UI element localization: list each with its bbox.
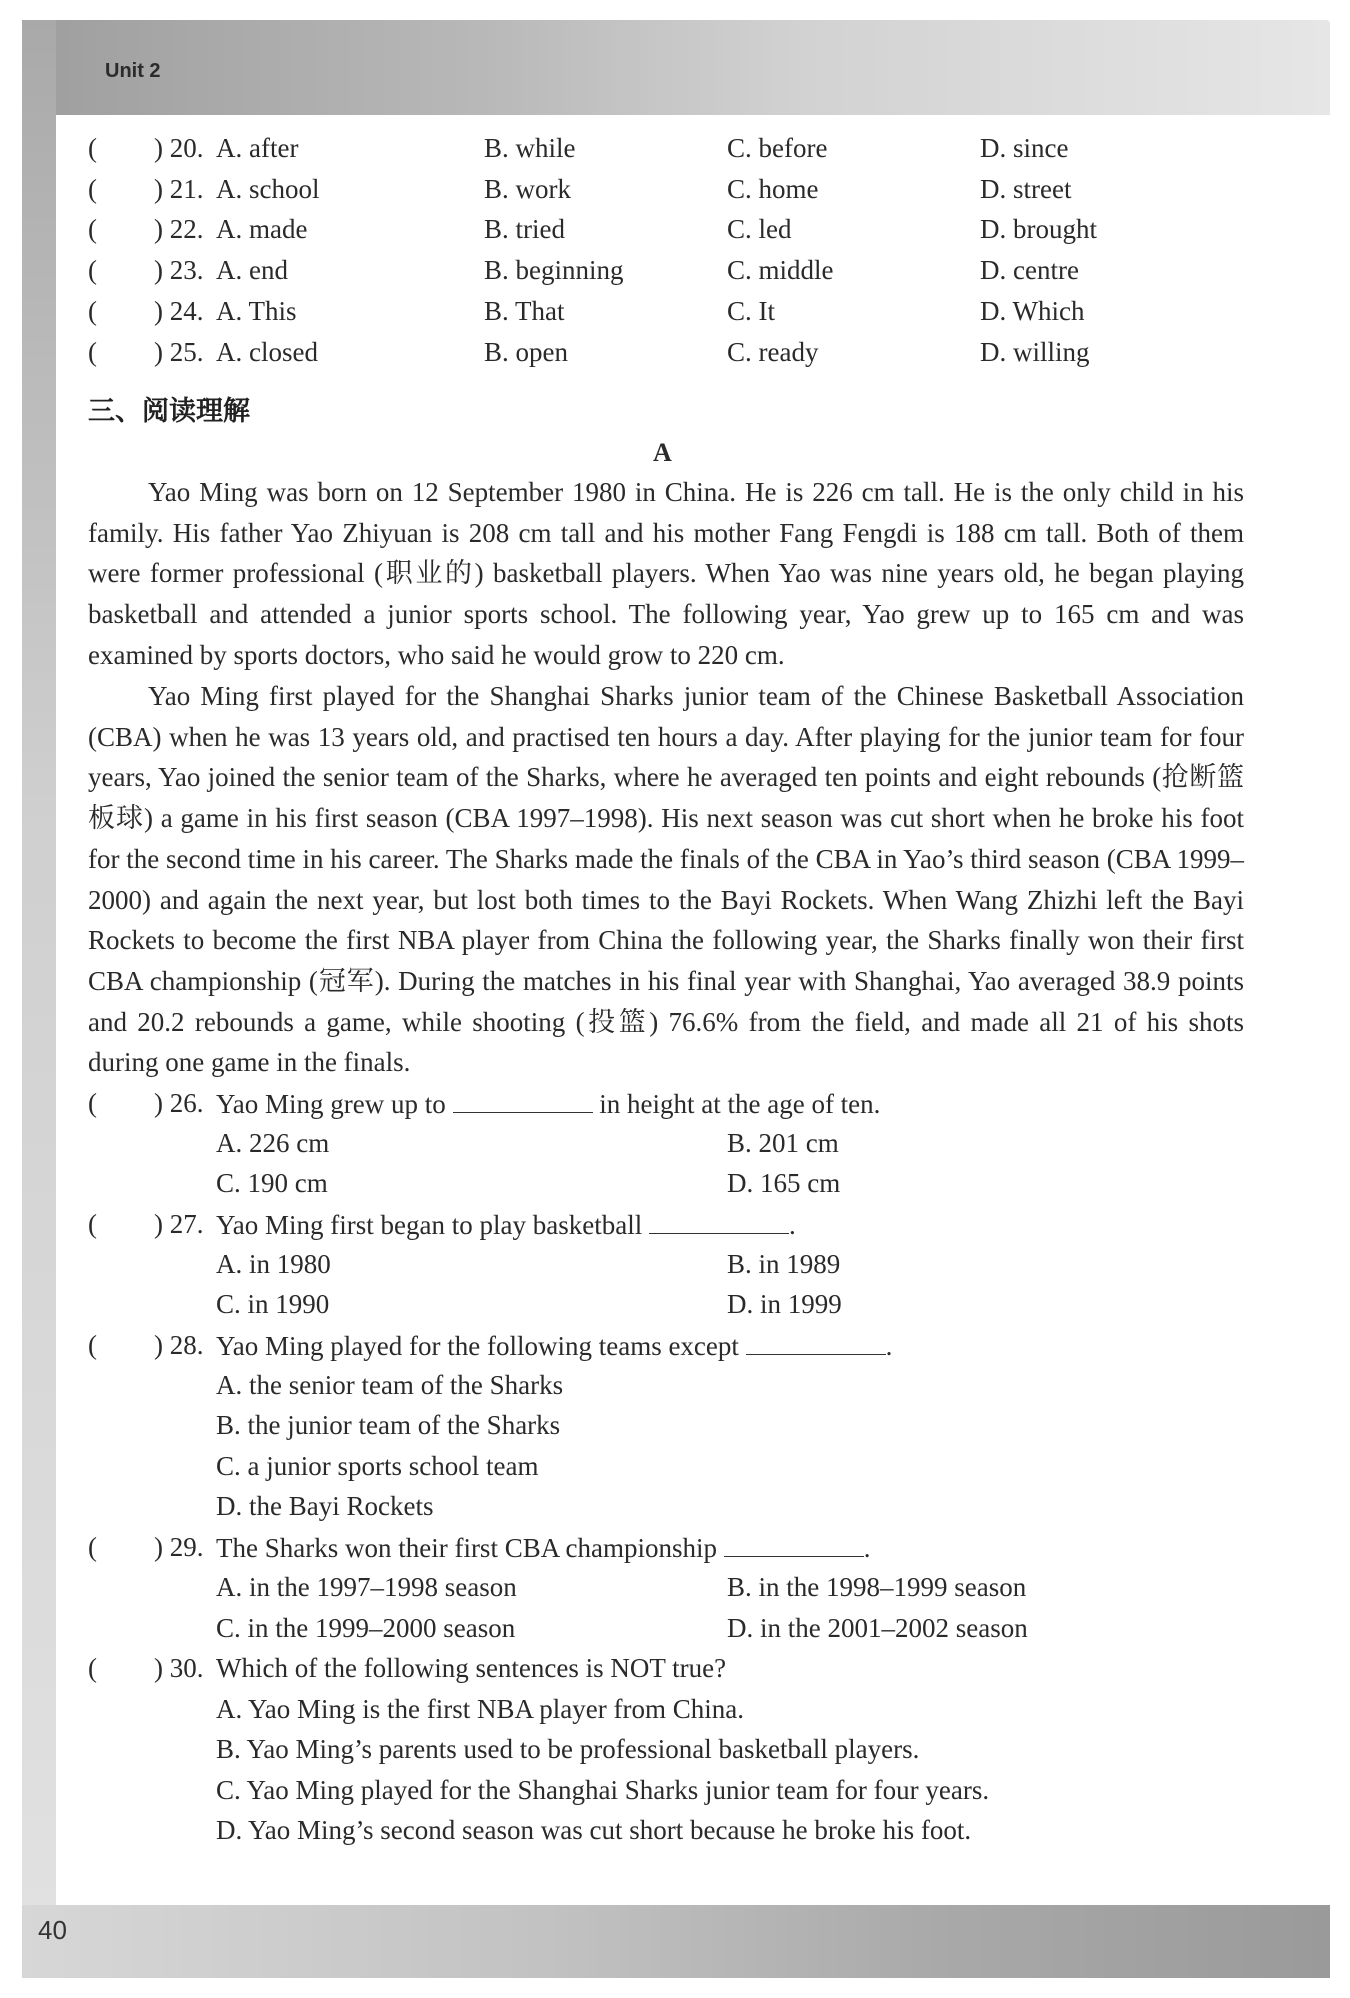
passage-paragraph-2: Yao Ming first played for the Shanghai Sharks junior team of the Chinese Basketball Association (CBA) when he was 13 years old, and practised ten hours a day. After playing for the junior team for four years, Yao joined the senior team of the Sharks, where he averaged ten points and eight rebounds (抢断篮板球) a game in his first season (CBA 1997–1998). His next season was cut short when he broke his foot for the second time in his career. The Sharks made the finals of the CBA in Yao’s third season (CBA 1999–2000) and again the next year, but lost both times to the Bayi Rockets. When Wang Zhizhi left the Bayi Rockets to become the first NBA player from China the following year, the Sharks finally won their first CBA championship (冠军). During the matches in his final year with Shanghai, Yao averaged 38.9 points and 20.2 rebounds a game, while shooting (投篮) 76.6% from the field, and made all 21 of his shots during one game in the finals. [88,681,1244,1078]
passage-label: A [653,438,672,467]
passage-paragraph-1: Yao Ming was born on 12 September 1980 in China. He is 226 cm tall. He is the only child in his family. His father Yao Zhiyuan is 208 cm tall and his mother Fang Fengdi is 188 cm tall. Both of them were former professional (职业的) basketball players. When Yao was nine years old, he began playing basketball and attended a junior sports school. The following year, Yao grew up to 165 cm and was examined by sports doctors, who said he would grow to 220 cm. [88,477,1244,670]
answer-blank [746,1328,886,1355]
answer-paren: ( [88,1330,97,1360]
stem-end: . [863,1533,871,1563]
stem-text: Yao Ming played for the following teams except [216,1331,739,1361]
question-number: ) 23. [154,255,204,285]
stem-text: Yao Ming grew up to [216,1089,446,1119]
option-c: C. middle [727,255,834,285]
answer-paren: ( [88,1532,97,1562]
option-c: C. before [727,133,828,163]
question-number: ) 24. [154,296,204,326]
option-a: A. end [216,255,288,285]
option-a: A. This [216,296,297,326]
option-b: B. in 1989 [727,1249,841,1279]
question-number: ) 25. [154,337,204,367]
option-b: B. the junior team of the Sharks [216,1410,561,1440]
footer-band [22,1905,1330,1978]
question-number: ) 20. [154,133,204,163]
question-number: ) 22. [154,214,204,244]
answer-blank [453,1086,593,1113]
question-number: ) 21. [154,174,204,204]
answer-blank [649,1207,789,1234]
option-a: A. in 1980 [216,1249,331,1279]
option-d: D. Yao Ming’s second season was cut short because he broke his foot. [216,1815,972,1845]
option-c: C. led [727,214,792,244]
question-number: ) 29. [154,1532,204,1562]
option-d: D. in the 2001–2002 season [727,1613,1028,1643]
option-b: B. Yao Ming’s parents used to be professional basketball players. [216,1734,920,1764]
question-number: ) 28. [154,1330,204,1360]
option-c: C. in the 1999–2000 season [216,1613,516,1643]
option-b: B. beginning [484,255,624,285]
option-b: B. work [484,174,571,204]
option-c: C. a junior sports school team [216,1451,539,1481]
answer-blank [724,1530,864,1557]
option-a: A. school [216,174,320,204]
option-a: A. Yao Ming is the first NBA player from China. [216,1694,744,1724]
option-d: D. centre [980,255,1079,285]
option-a: A. after [216,133,299,163]
answer-paren: ( [88,337,97,367]
answer-paren: ( [88,214,97,244]
option-c: C. in 1990 [216,1289,330,1319]
option-b: B. tried [484,214,565,244]
question-number: ) 30. [154,1653,204,1683]
answer-paren: ( [88,1088,97,1118]
option-d: D. 165 cm [727,1168,841,1198]
option-b: B. That [484,296,565,326]
option-c: C. It [727,296,776,326]
stem-text: Yao Ming first began to play basketball [216,1210,643,1240]
answer-paren: ( [88,133,97,163]
option-d: D. the Bayi Rockets [216,1491,434,1521]
stem-text: The Sharks won their first CBA championship [216,1533,717,1563]
option-a: A. in the 1997–1998 season [216,1572,517,1602]
option-c: C. 190 cm [216,1168,328,1198]
answer-paren: ( [88,296,97,326]
option-a: A. made [216,214,308,244]
option-a: A. the senior team of the Sharks [216,1370,564,1400]
left-margin-band [22,20,56,1978]
question-number: ) 26. [154,1088,204,1118]
question-27-stem [216,1207,796,1242]
page-number: 40 [38,1915,67,1945]
option-b: B. while [484,133,576,163]
option-c: C. ready [727,337,819,367]
answer-paren: ( [88,1209,97,1239]
stem-text-end: in height at the age of ten. [599,1089,881,1119]
option-c: C. Yao Ming played for the Shanghai Sharks junior team for four years. [216,1775,990,1805]
option-d: D. brought [980,214,1097,244]
question-number: ) 27. [154,1209,204,1239]
stem-end: . [788,1210,796,1240]
question-29-stem [216,1530,870,1565]
option-d: D. Which [980,296,1085,326]
option-c: C. home [727,174,819,204]
option-d: D. in 1999 [727,1289,842,1319]
question-28-stem [216,1328,892,1363]
stem-end: . [885,1331,893,1361]
option-d: D. willing [980,337,1090,367]
option-a: A. 226 cm [216,1128,330,1158]
option-b: B. 201 cm [727,1128,839,1158]
answer-paren: ( [88,1653,97,1683]
option-b: B. in the 1998–1999 season [727,1572,1027,1602]
answer-paren: ( [88,174,97,204]
option-d: D. street [980,174,1072,204]
option-a: A. closed [216,337,318,367]
header-band [22,20,1330,115]
option-b: B. open [484,337,568,367]
option-d: D. since [980,133,1069,163]
unit-label: Unit 2 [105,60,161,82]
answer-paren: ( [88,255,97,285]
question-26-stem [216,1086,880,1121]
section-heading: 三、阅读理解 [88,396,250,427]
question-30-stem: Which of the following sentences is NOT true? [216,1653,727,1683]
